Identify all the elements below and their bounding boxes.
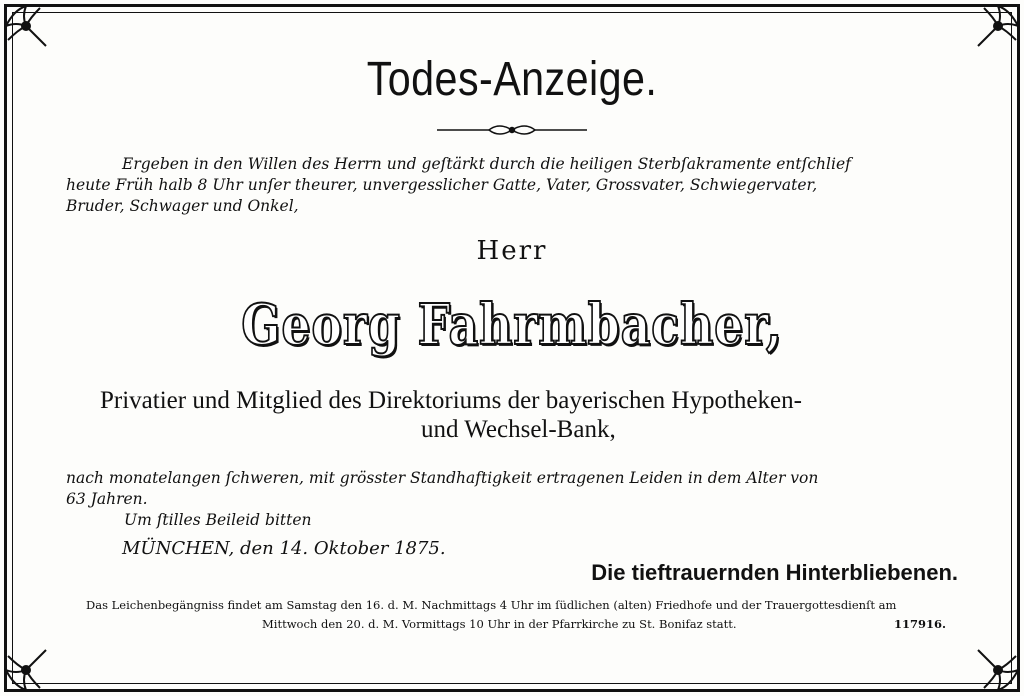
condolence-request: Um ſtilles Beileid bitten xyxy=(124,511,312,529)
place-and-date: MÜNCHEN, den 14. Oktober 1875. xyxy=(122,538,446,559)
page-title: Todes-Anzeige. xyxy=(366,53,658,106)
cause-line: nach monatelangen ſchweren, mit grösster Standhaftigkeit ertragenen Leiden in dem Alter von xyxy=(66,469,819,487)
corner-ornament-icon xyxy=(972,644,1024,696)
funeral-notice xyxy=(86,596,946,634)
intro-paragraph xyxy=(66,154,966,217)
honorific: Herr xyxy=(476,236,548,266)
corner-ornament-icon xyxy=(0,644,52,696)
corner-ornament-icon xyxy=(972,0,1024,52)
role-line: und Wechsel-Bank, xyxy=(421,416,616,443)
intro-line: heute Früh halb 8 Uhr unſer theurer, unvergesslicher Gatte, Vater, Grossvater, Schwiegervater, xyxy=(66,176,818,194)
role-description xyxy=(100,386,970,444)
signatories: Die tieftrauernden Hinterbliebenen. xyxy=(591,560,958,585)
intro-line: Bruder, Schwager und Onkel, xyxy=(66,197,299,215)
deceased-name: Georg Fahrmbacher, xyxy=(241,292,783,358)
notice-line: Mittwoch den 20. d. M. Vormittags 10 Uhr in der Pfarrkirche zu St. Bonifaz statt. xyxy=(262,617,737,631)
corner-ornament-icon xyxy=(0,0,52,52)
divider-ornament-icon xyxy=(435,120,589,140)
intro-line: Ergeben in den Willen des Herrn und geſtärkt durch die heiligen Sterbſakramente entſchlief xyxy=(122,155,851,173)
notice-line: Das Leichenbegängniss findet am Samstag den 16. d. M. Nachmittags 4 Uhr im ſüdlichen (alten) Friedhofe und der Trauergottesdienſt am xyxy=(86,598,897,612)
reference-number: 117916. xyxy=(893,617,946,631)
role-line: Privatier und Mitglied des Direktoriums der bayerischen Hypotheken- xyxy=(100,387,802,414)
cause-line: 63 Jahren. xyxy=(66,490,148,508)
cause-paragraph xyxy=(66,468,966,510)
